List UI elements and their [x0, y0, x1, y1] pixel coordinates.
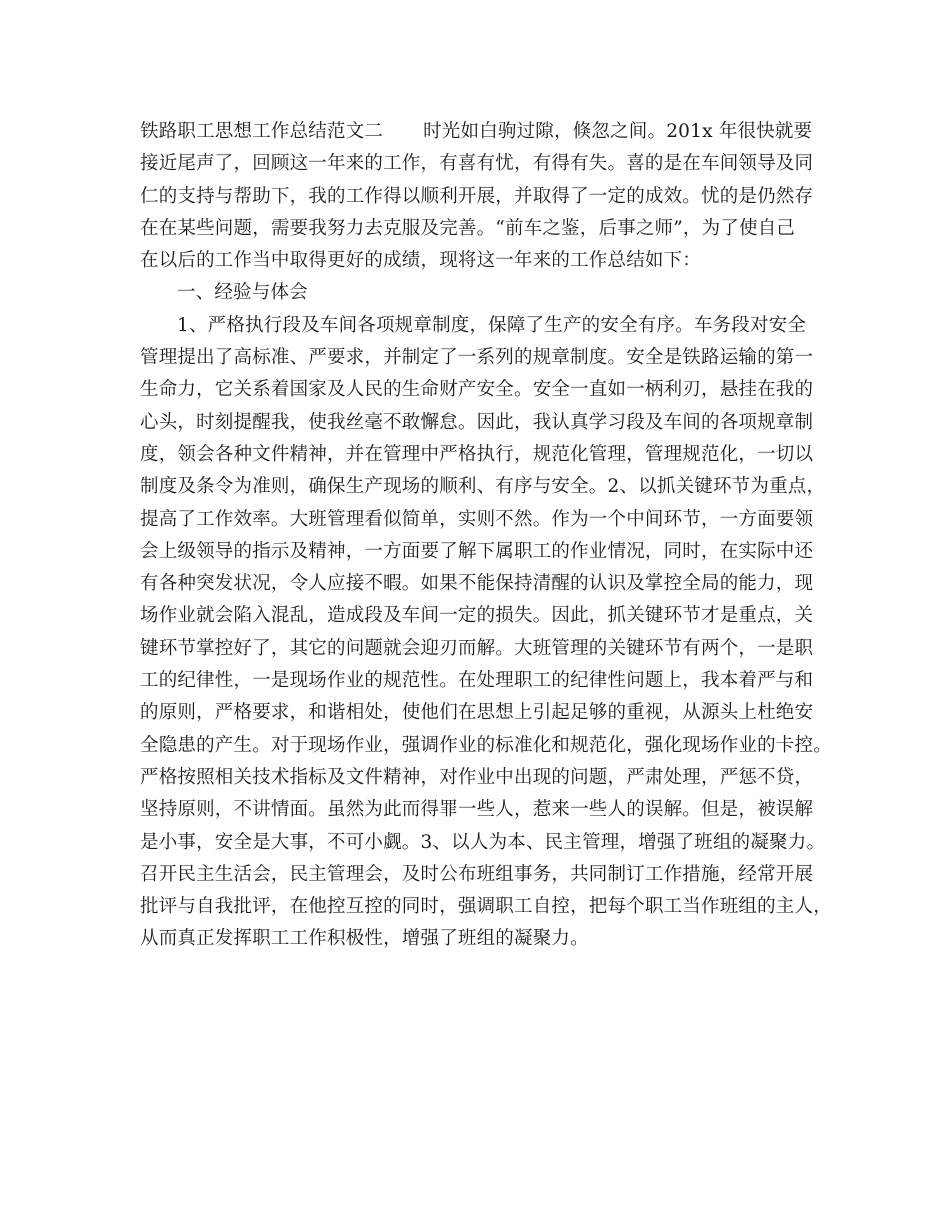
text-line: 提高了工作效率。大班管理看似简单，实则不然。作为一个中间环节，一方面要领 — [140, 508, 814, 530]
text-line: 度，领会各种文件精神，并在管理中严格执行，规范化管理，管理规范化，一切以 — [140, 443, 814, 465]
text-line: 严格按照相关技术指标及文件精神，对作业中出现的问题，严肃处理，严惩不贷， — [140, 766, 814, 788]
text-line: 工的纪律性，一是现场作业的规范性。在处理职工的纪律性问题上，我本着严与和 — [140, 670, 814, 692]
text-line — [140, 116, 860, 148]
text-line: 批评与自我批评，在他控互控的同时，强调职工自控，把每个职工当作班组的主人， — [140, 896, 832, 918]
text-line: 接近尾声了，回顾这一年来的工作，有喜有忧，有得有失。喜的是在车间领导及同 — [140, 153, 814, 175]
text-line: 生命力，它关系着国家及人民的生命财产安全。安全一直如一柄利刃，悬挂在我的 — [140, 379, 814, 401]
text-line: 会上级领导的指示及精神，一方面要了解下属职工的作业情况，同时，在实际中还 — [140, 540, 814, 562]
text-line: 场作业就会陷入混乱，造成段及车间一定的损失。因此，抓关键环节才是重点，关 — [140, 605, 814, 627]
text-line: 全隐患的产生。对于现场作业，强调作业的标准化和规范化，强化现场作业的卡控。 — [140, 734, 832, 756]
document-title: 铁路职工思想工作总结范文二 — [140, 121, 384, 142]
text-line: 在在某些问题，需要我努力去克服及完善。“前车之鉴，后事之师”，为了使自己 — [140, 217, 796, 239]
text-line: 在以后的工作当中取得更好的成绩，现将这一年来的工作总结如下： — [140, 250, 702, 272]
text-line: 是小事，安全是大事，不可小觑。3、以人为本、民主管理，增强了班组的凝聚力。 — [140, 831, 826, 853]
text-line: 1、严格执行段及车间各项规章制度，保障了生产的安全有序。车务段对安全 — [177, 314, 807, 336]
text-line: 有各种突发状况，令人应接不暇。如果不能保持清醒的认识及掌控全局的能力，现 — [140, 573, 814, 595]
text-line: 管理提出了高标准、严要求，并制定了一系列的规章制度。安全是铁路运输的第一 — [140, 347, 814, 369]
document-body — [140, 116, 860, 956]
text-line: 心头，时刻提醒我，使我丝毫不敢懈怠。因此，我认真学习段及车间的各项规章制 — [140, 411, 814, 433]
text-line: 召开民主生活会，民主管理会，及时公布班组事务，共同制订工作措施，经常开展 — [140, 863, 814, 885]
section-heading: 一、经验与体会 — [177, 282, 308, 304]
text-line: 仁的支持与帮助下，我的工作得以顺利开展，并取得了一定的成效。忧的是仍然存 — [140, 185, 814, 207]
text-line: 制度及条令为准则，确保生产现场的顺利、有序与安全。2、以抓关键环节为重点， — [140, 476, 826, 498]
text-line: 坚持原则，不讲情面。虽然为此而得罪一些人，惹来一些人的误解。但是，被误解 — [140, 799, 814, 821]
text-line-segment: 时光如白驹过隙，倏忽之间。201x 年很快就要 — [423, 121, 813, 142]
text-line: 从而真正发挥职工工作积极性，增强了班组的凝聚力。 — [140, 928, 589, 950]
text-line: 的原则，严格要求，和谐相处，使他们在思想上引起足够的重视，从源头上杜绝安 — [140, 702, 814, 724]
text-line: 键环节掌控好了，其它的问题就会迎刃而解。大班管理的关键环节有两个，一是职 — [140, 637, 814, 659]
